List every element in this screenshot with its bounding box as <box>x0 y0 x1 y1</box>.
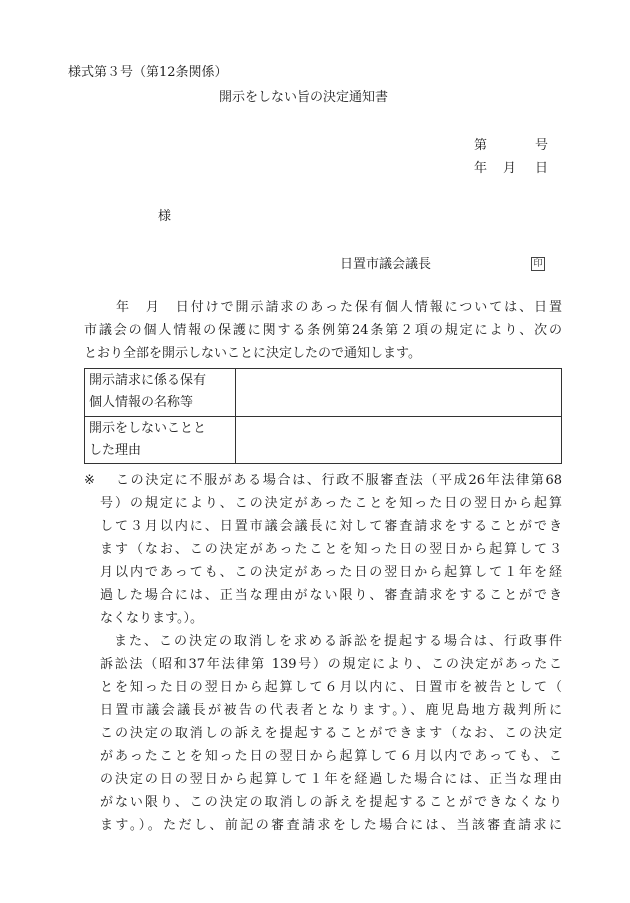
row2-label-line1: 開示をしないことと <box>89 420 207 436</box>
note-paragraph-2 <box>100 630 562 837</box>
note-line: この決定に不服がある場合は、行政不服審査法（平成26年法律第68 <box>116 473 562 488</box>
body-line: 年 月 日付けで開示請求のあった保有個人情報については、日置 <box>116 300 562 315</box>
note-line: 月以内であっても、この決定があった日の翌日から起算して１年を経 <box>100 565 562 580</box>
label-cell <box>85 369 236 417</box>
note-line: の決定の日の翌日から起算して１年を経過した場合には、正当な理由 <box>100 772 562 787</box>
note-line: とを知った日の翌日から起算して６月以内に、日置市を被告として（ <box>100 680 562 695</box>
note-line: がない限り、この決定の取消しの訴えを提起することができなくなり <box>100 795 562 810</box>
value-cell <box>236 416 562 464</box>
note-paragraph-1 <box>100 469 562 630</box>
table-row <box>85 416 562 464</box>
note-line: この決定の取消しの訴えを提起することができます（なお、この決定 <box>100 726 562 741</box>
number-go: 号 <box>535 138 549 153</box>
note-line: 訴訟法（昭和37年法律第 139号）の規定により、この決定があったこ <box>100 657 562 672</box>
note-line: して３月以内に、日置市議会議長に対して審査請求をすることができ <box>100 519 562 534</box>
note-line: ます。）。ただし、前記の審査請求をした場合には、当該審査請求に <box>100 818 562 833</box>
date-day: 日 <box>535 161 549 176</box>
note-line: なくなります。）。 <box>100 611 203 626</box>
row2-label-line2: した理由 <box>89 442 142 458</box>
body-line: 市議会の個人情報の保護に関する条例第24条第２項の規定により、次の <box>84 323 562 338</box>
date-month: 月 <box>503 161 517 176</box>
body-paragraph <box>84 296 562 365</box>
row1-label-line2: 個人情報の名称等 <box>89 395 194 411</box>
note-line: 過した場合には、正当な理由がない限り、審査請求をすることができ <box>100 588 562 603</box>
note-line: また、この決定の取消しを求める訴訟を提起する場合は、行政事件 <box>114 634 562 649</box>
table-row <box>85 369 562 417</box>
addressee-suffix: 様 <box>158 209 172 224</box>
label-cell <box>85 416 236 464</box>
info-table <box>84 368 562 464</box>
value-cell <box>236 369 562 417</box>
document-title: 開示をしない旨の決定通知書 <box>219 90 389 105</box>
note-line: ます（なお、この決定があったことを知った日の翌日から起算して３ <box>100 542 562 557</box>
issuer-name: 日置市議会議長 <box>340 257 432 272</box>
note-line: 日置市議会議長が被告の代表者となります。）、鹿児島地方裁判所に <box>100 703 562 718</box>
seal-mark: 印 <box>531 257 545 271</box>
number-dai: 第 <box>474 138 488 153</box>
date-year: 年 <box>474 161 488 176</box>
note-line: 号）の規定により、この決定があったことを知った日の翌日から起算 <box>100 496 562 511</box>
form-reference: 様式第３号（第12条関係） <box>68 65 228 80</box>
note-line: があったことを知った日の翌日から起算して６月以内であっても、こ <box>100 749 562 764</box>
body-line: とおり全部を開示しないことに決定したので通知します。 <box>84 346 421 361</box>
note-mark: ※ <box>84 473 95 488</box>
row1-label-line1: 開示請求に係る保有 <box>89 373 207 389</box>
